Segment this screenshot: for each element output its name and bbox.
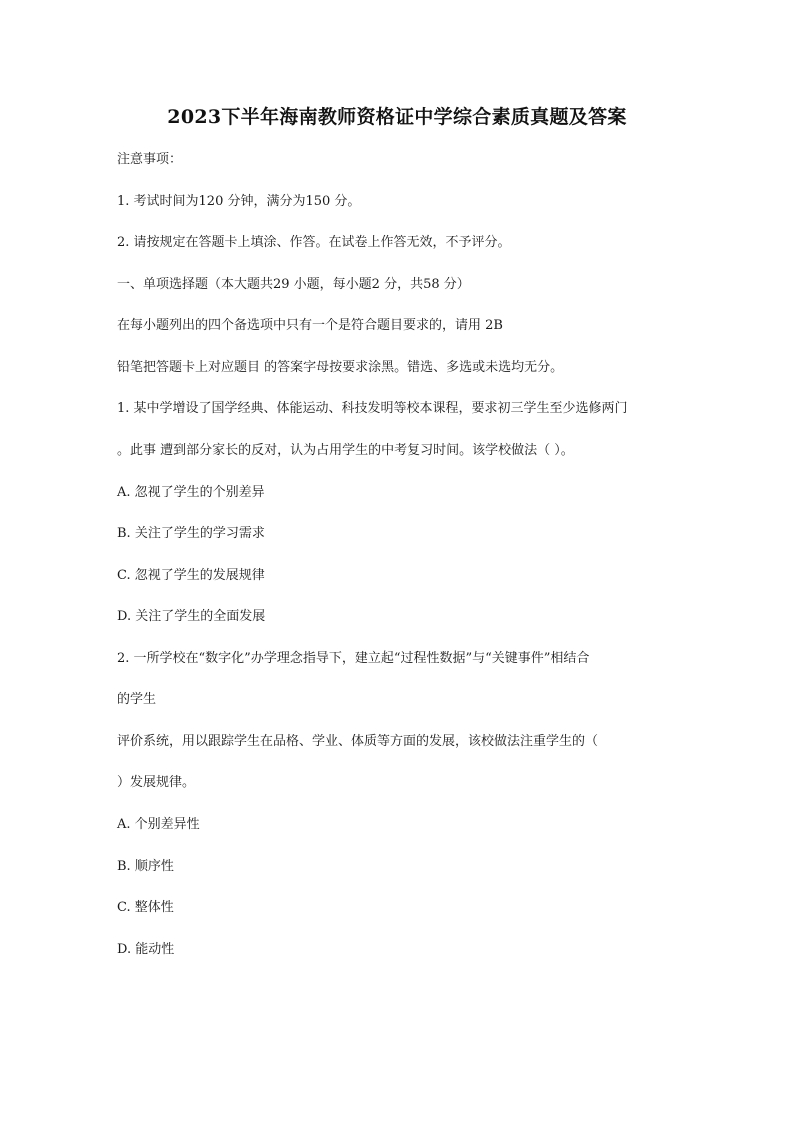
notice-item: 2. 请按规定在答题卡上填涂、作答。在试卷上作答无效，不予评分。 [117, 235, 511, 250]
question-1-option-a: A. 忽视了学生的个别差异 [117, 485, 265, 500]
notice-item: 1. 考试时间为120 分钟，满分为150 分。 [117, 194, 361, 209]
question-1-option-c: C. 忽视了学生的发展规律 [117, 568, 265, 583]
question-2-stem: 评价系统，用以跟踪学生在品格、学业、体质等方面的发展，该校做法注重学生的（ [117, 734, 599, 749]
question-2-stem: 2. 一所学校在“数字化”办学理念指导下，建立起“过程性数据”与“关键事件”相结合 [117, 651, 590, 666]
question-2-stem: 的学生 [117, 692, 157, 707]
notice-heading: 注意事项： [117, 152, 183, 167]
question-1-stem: 1. 某中学增设了国学经典、体能运动、科技发明等校本课程，要求初三学生至少选修两门 [117, 401, 628, 416]
document-title: 2023下半年海南教师资格证中学综合素质真题及答案 [167, 106, 627, 128]
question-2-option-a: A. 个别差异性 [117, 817, 200, 832]
question-1-option-b: B. 关注了学生的学习需求 [117, 526, 265, 541]
instruction-line: 在每小题列出的四个备选项中只有一个是符合题目要求的，请用 2B [117, 318, 503, 333]
instruction-line: 铅笔把答题卡上对应题目 的答案字母按要求涂黑。错选、多选或未选均无分。 [117, 360, 564, 375]
question-2-stem: ）发展规律。 [117, 775, 196, 790]
question-2-option-b: B. 顺序性 [117, 859, 174, 874]
section-heading: 一、单项选择题（本大题共29 小题，每小题2 分，共58 分） [117, 277, 470, 292]
question-2-option-d: D. 能动性 [117, 942, 175, 957]
question-1-option-d: D. 关注了学生的全面发展 [117, 609, 266, 624]
question-1-stem: 。此事 遭到部分家长的反对，认为占用学生的中考复习时间。该学校做法（ ）。 [117, 443, 574, 458]
question-2-option-c: C. 整体性 [117, 900, 174, 915]
